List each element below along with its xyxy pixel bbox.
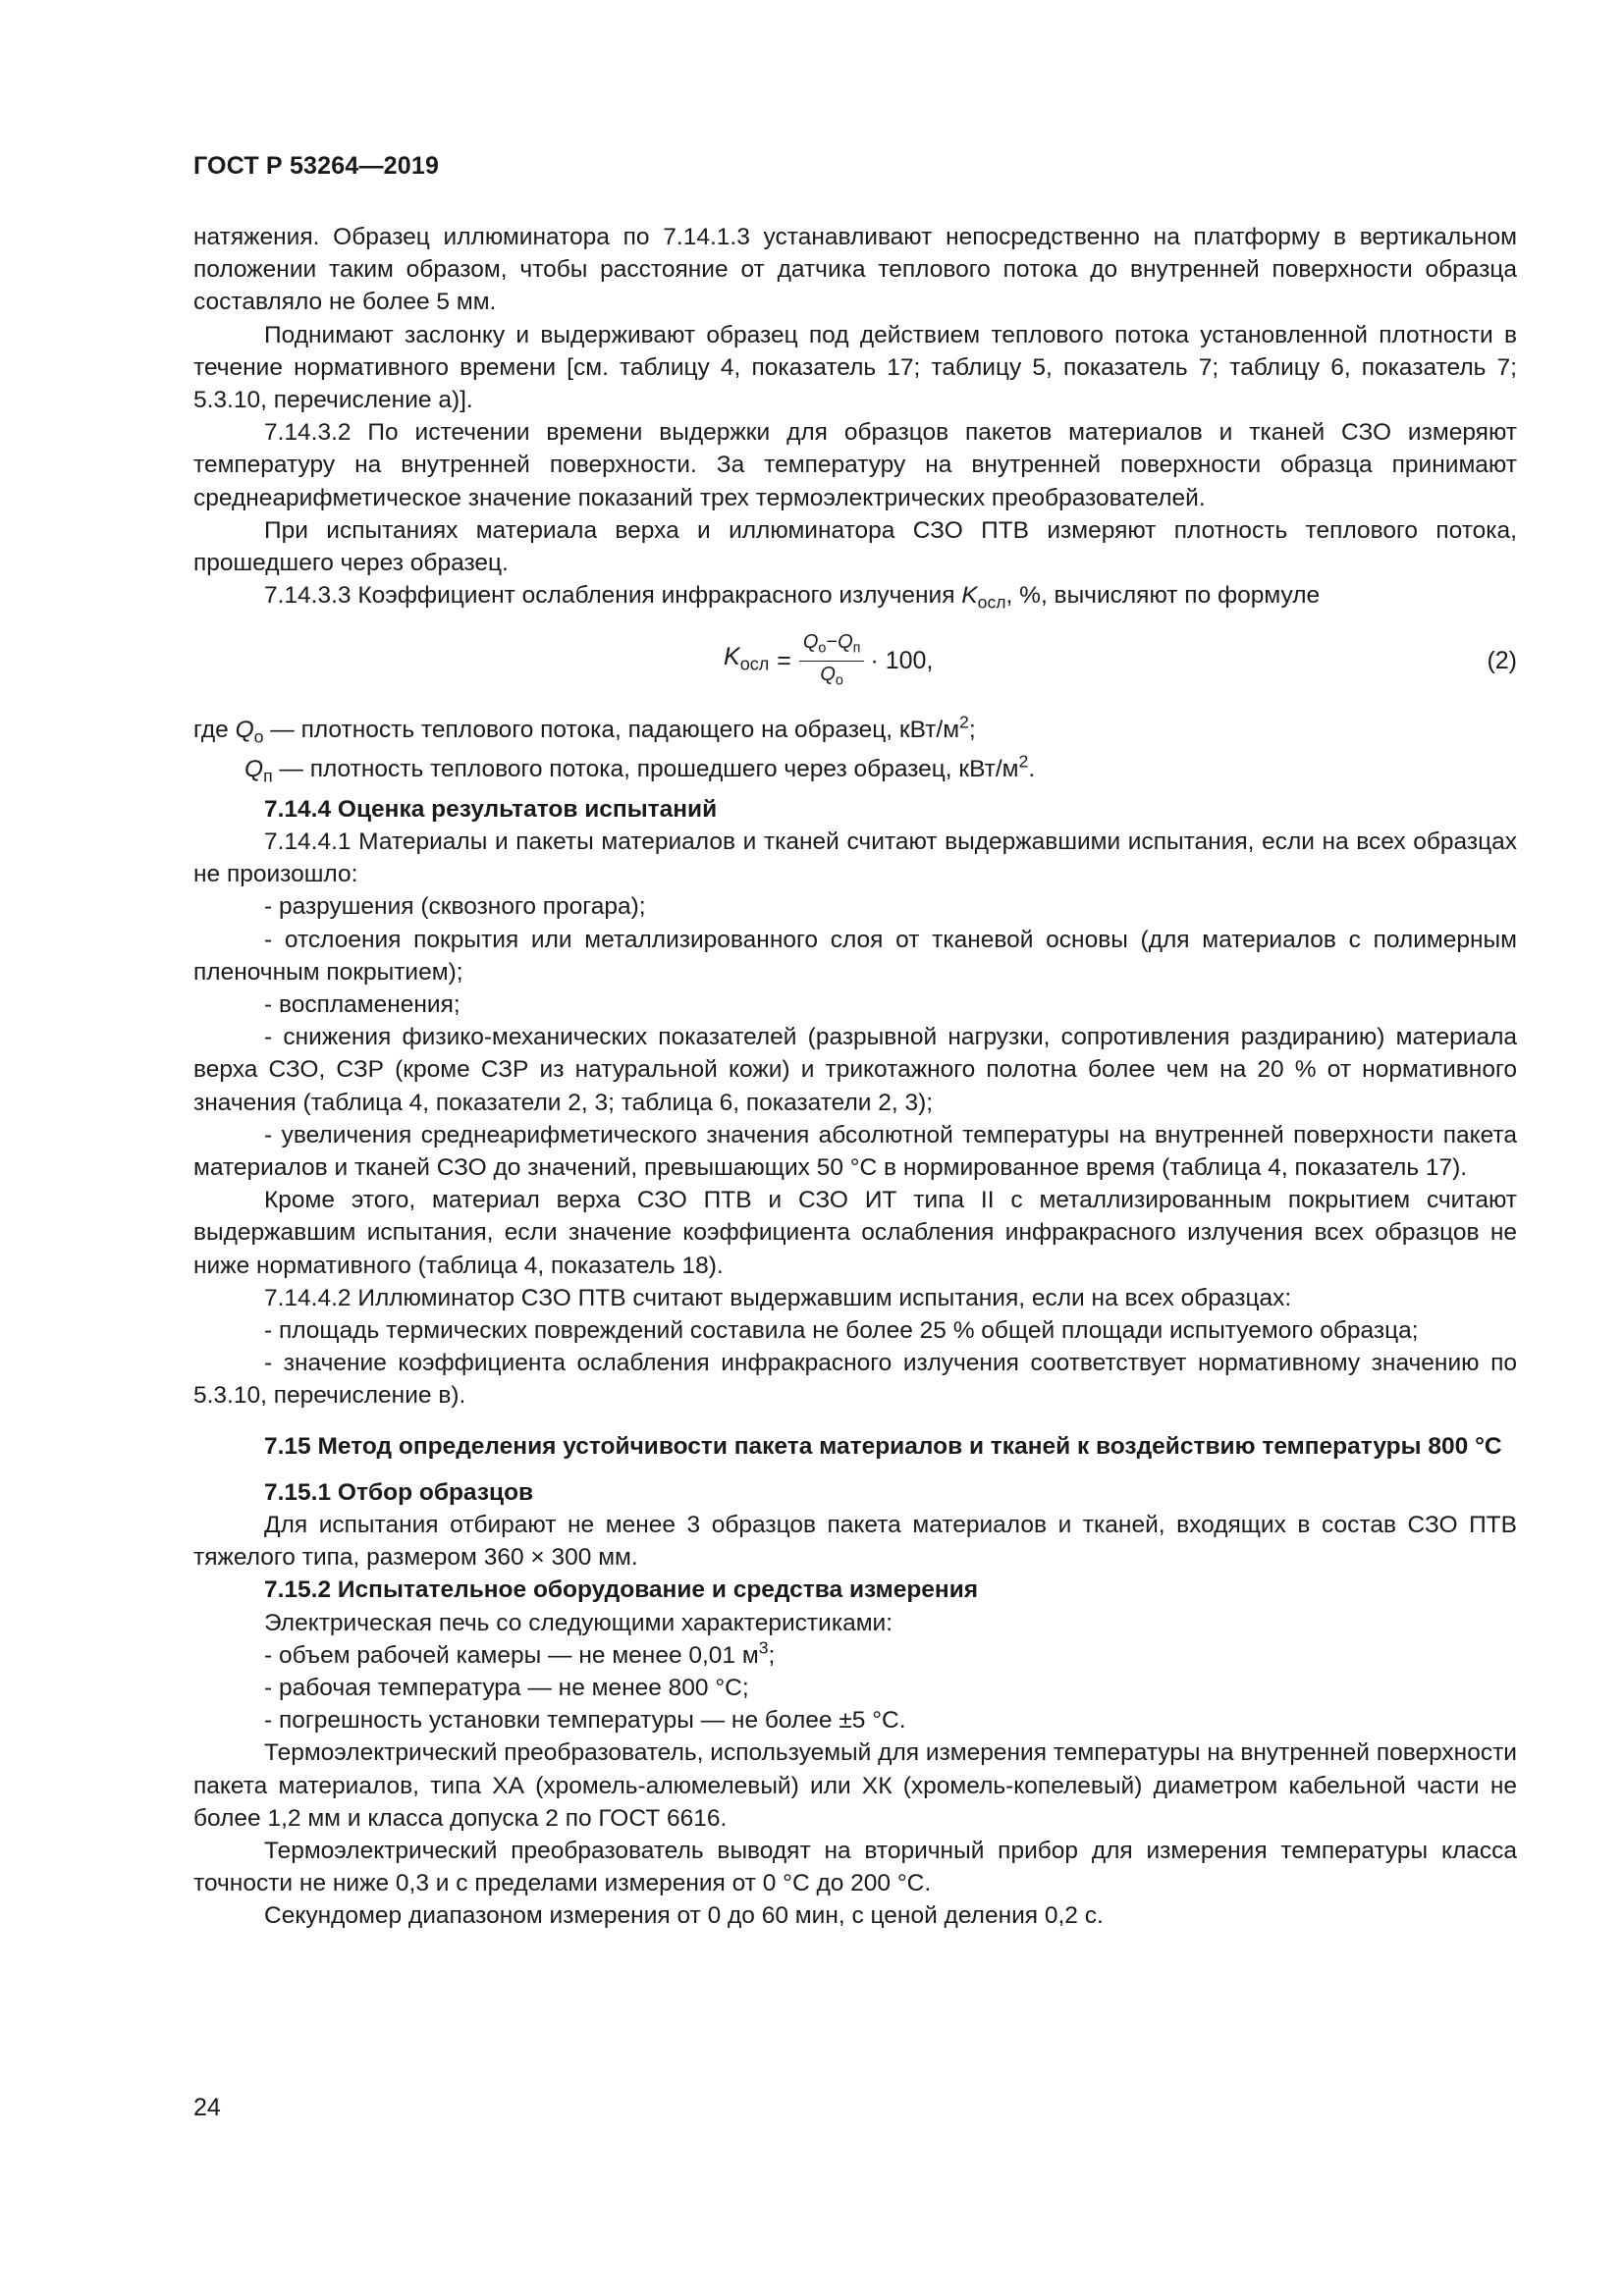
document-body [193, 221, 1517, 1933]
k-symbol-subscript: осл [977, 592, 1006, 613]
formula-numerator: $Q_о-Q_п$ [799, 629, 865, 662]
document-header: ГОСТ Р 53264—2019 [193, 152, 440, 180]
page-number: 24 [193, 2094, 221, 2121]
list-item: - площадь термических повреждений составила не более 25 % общей площади испытуемого образца; [264, 1316, 1419, 1344]
formula-block [193, 621, 1517, 708]
paragraph: Секундомер диапазоном измерения от 0 до 60 мин, с ценой деления 0,2 с. [264, 1902, 1104, 1930]
list-item: - воспламенения; [264, 990, 460, 1018]
paragraph-text: , %, вычисляют по формуле [1005, 582, 1321, 610]
list-item: - значение коэффициента ослабления инфракрасного излучения соответствует нормативному значению по 5.3.10, перечисление в). [193, 1350, 1517, 1410]
k-symbol: K [961, 582, 978, 610]
formula-denominator: $Q_о$ [820, 664, 843, 689]
formula-k-sub: осл [739, 654, 770, 674]
formula-fraction [799, 629, 865, 694]
paragraph: При испытаниях материала верха и иллюминатора СЗО ПТВ измеряют плотность теплового потока, прошедшего через образец. [193, 516, 1517, 577]
section-heading: 7.15.2 Испытательное оборудование и средства измерения [264, 1576, 979, 1604]
formula-multiplier: · 100, [870, 646, 934, 674]
section-heading: 7.15.1 Отбор образцов [264, 1478, 534, 1506]
paragraph: натяжения. Образец иллюминатора по 7.14.1.3 устанавливают непосредственно на платформу в вертикальном положении таким образом, чтобы расстояние от датчика теплового потока до внутренней поверхности образца составляло не более 5 мм. [193, 224, 1517, 316]
paragraph [193, 579, 1517, 618]
paragraph: 7.14.4.1 Материалы и пакеты материалов и тканей считают выдержавшими испытания, если на всех образцах не произошло: [193, 828, 1517, 888]
paragraph: Поднимают заслонку и выдерживают образец под действием теплового потока установленной плотности в течение нормативного времени [см. таблицу 4, показатель 17; таблицу 5, показатель 7; таблицу 6, показатель 7; 5.3.10, перечисление а)]. [193, 321, 1517, 414]
paragraph: Электрическая печь со следующими характеристиками: [264, 1609, 893, 1636]
paragraph: Кроме этого, материал верха СЗО ПТВ и СЗО ИТ типа II с металлизированным покрытием считают выдержавшим испытания, если значение коэффициента ослабления инфракрасного излучения всех образцов не ниже нормативного (таблица 4, показатель 18). [193, 1187, 1517, 1279]
where-line: где $Q_о$ — плотность теплового потока, падающего на образец, кВт/$м^2$; [193, 712, 976, 746]
list-item: - погрешность установки температуры — не более ±5 °С. [264, 1707, 906, 1735]
list-item: - отслоения покрытия или металлизированного слоя от тканевой основы (для материалов с полимерным пленочным покрытием); [193, 926, 1517, 986]
paragraph: Для испытания отбирают не менее 3 образцов пакета материалов и тканей, входящих в состав СЗО ПТВ тяжелого типа, размером 360 × 300 мм. [193, 1511, 1517, 1572]
list-item: - снижения физико-механических показателей (разрывной нагрузки, сопротивления раздиранию) материала верха СЗО, СЗР (кроме СЗР из натуральной кожи) и трикотажного полотна более чем на 20 % от нормативного значения (таблица 4, показатели 2, 3; таблица 6, показатели 2, 3); [193, 1024, 1517, 1116]
section-heading: 7.15 Метод определения устойчивости пакета материалов и тканей к воздействию температуры 800 °С [264, 1432, 1502, 1460]
section-heading: 7.14.4 Оценка результатов испытаний [264, 795, 718, 823]
formula-k: K [724, 643, 740, 671]
paragraph: 7.14.3.2 По истечении времени выдержки для образцов пакетов материалов и тканей СЗО измеряют температуру на внутренней поверхности. За температуру на внутренней поверхности образца принимают среднеарифметическое значение показаний трех термоэлектрических преобразователей. [193, 419, 1517, 511]
paragraph: Термоэлектрический преобразователь выводят на вторичный прибор для измерения температуры класса точности не ниже 0,3 и с пределами измерения от 0 °С до 200 °С. [193, 1837, 1517, 1897]
list-item: - увеличения среднеарифметического значения абсолютной температуры на внутренней поверхности пакета материалов и тканей СЗО до значений, превышающих 50 °С в нормированное время (таблица 4, показатель 17). [193, 1121, 1517, 1181]
paragraph-text: 7.14.3.3 Коэффициент ослабления инфракрасного излучения [264, 582, 962, 610]
where-line: $Q_п$ — плотность теплового потока, прошедшего через образец, кВт/$м^2$. [244, 751, 1036, 786]
formula-number: (2) [1487, 646, 1517, 674]
list-item: - рабочая температура — не менее 800 °С; [264, 1674, 749, 1701]
formula-equals: = [777, 646, 791, 674]
formula-expression [724, 629, 938, 694]
list-item: - разрушения (сквозного прогара); [264, 893, 646, 921]
paragraph: Термоэлектрический преобразователь, используемый для измерения температуры на внутренней поверхности пакета материалов, типа ХА (хромель-алюмелевый) или ХК (хромель-копелевый) диаметром кабельной части не более 1,2 мм и класса допуска 2 по ГОСТ 6616. [193, 1739, 1517, 1832]
list-item: - объем рабочей камеры — не менее 0,01 $м^3$; [264, 1637, 776, 1669]
paragraph: 7.14.4.2 Иллюминатор СЗО ПТВ считают выдержавшим испытания, если на всех образцах: [264, 1284, 1292, 1311]
